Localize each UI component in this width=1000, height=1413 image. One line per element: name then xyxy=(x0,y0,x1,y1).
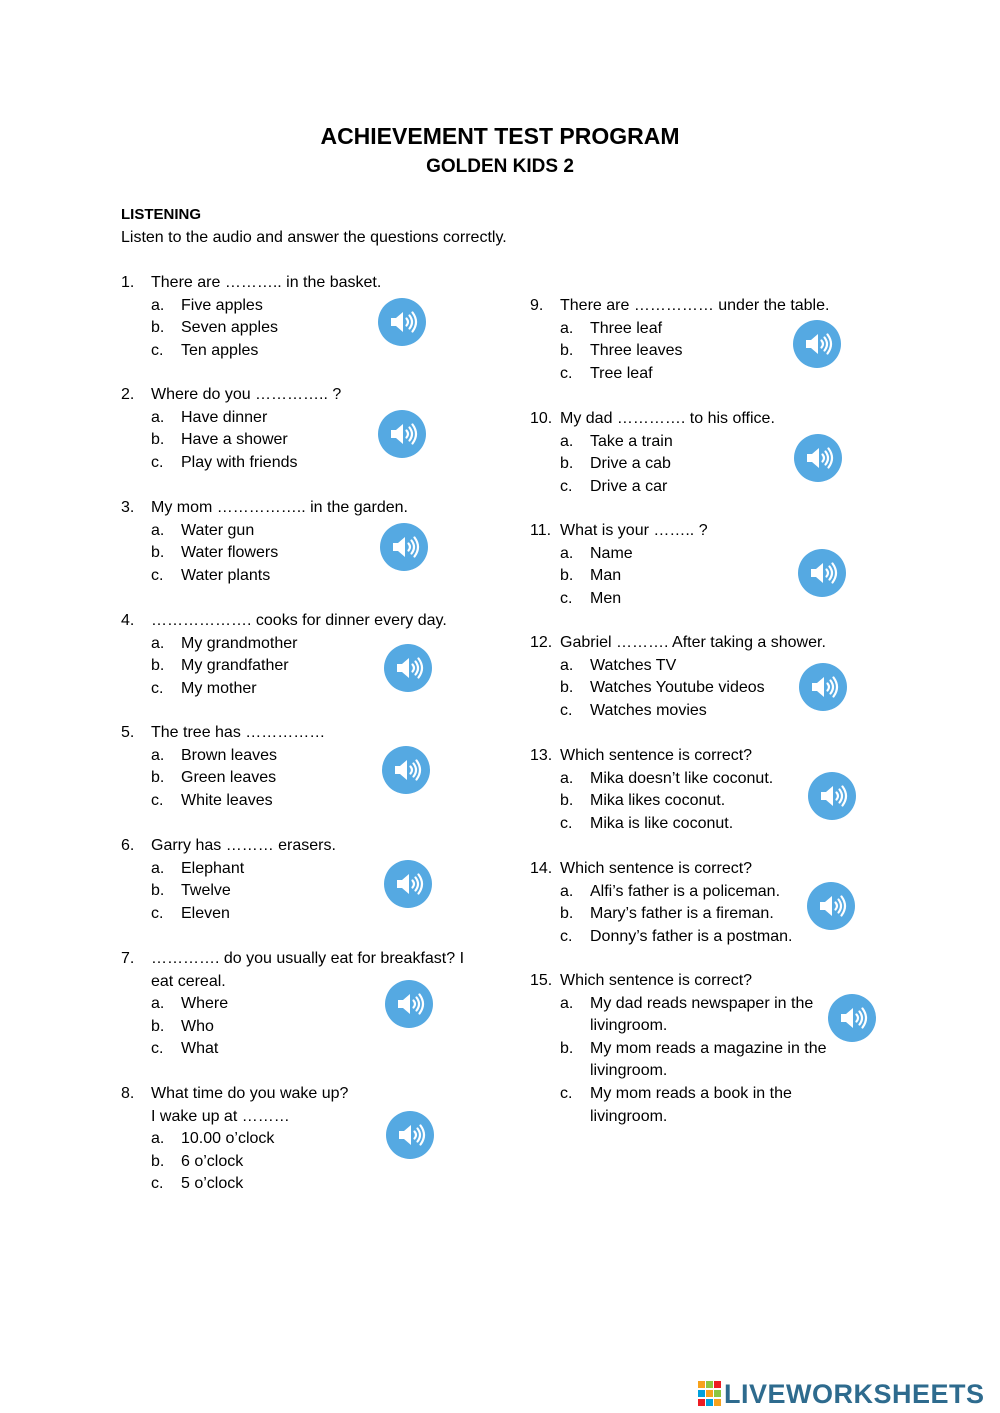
answer-option-c[interactable] xyxy=(560,363,829,386)
audio-play-button[interactable] xyxy=(378,298,426,346)
audio-play-button[interactable] xyxy=(386,1111,434,1159)
speaker-icon xyxy=(802,442,834,474)
question-text-line xyxy=(530,520,708,543)
liveworksheets-logo xyxy=(698,1378,985,1410)
option-letter: c. xyxy=(151,679,164,697)
question-9 xyxy=(530,295,829,385)
speaker-icon xyxy=(386,306,418,338)
option-letter: a. xyxy=(151,296,165,314)
option-letter: b. xyxy=(151,544,165,562)
option-letter: a. xyxy=(560,656,574,674)
option-text: Men xyxy=(590,589,622,607)
option-text: My grandfather xyxy=(181,657,289,675)
answer-option-c[interactable] xyxy=(151,340,381,363)
option-text: Ten apples xyxy=(181,341,259,359)
option-letter: c. xyxy=(560,477,573,495)
option-text: Watches Youtube videos xyxy=(590,679,765,697)
page-subtitle: GOLDEN KIDS 2 xyxy=(426,156,574,177)
question-14 xyxy=(530,858,792,948)
answer-option-b[interactable] xyxy=(560,677,826,700)
question-text-line xyxy=(530,408,775,431)
question-text: The tree has …………… xyxy=(151,724,326,741)
answer-option-b[interactable] xyxy=(151,1151,348,1174)
option-letter: a. xyxy=(560,544,574,562)
speaker-icon xyxy=(807,671,839,703)
audio-play-button[interactable] xyxy=(793,320,841,368)
question-5 xyxy=(121,722,325,812)
option-text: Man xyxy=(590,567,622,585)
option-letter: c. xyxy=(151,341,164,359)
speaker-icon xyxy=(815,890,847,922)
speaker-icon xyxy=(386,418,418,450)
option-letter: c. xyxy=(560,927,573,945)
speaker-icon xyxy=(390,754,422,786)
option-letter: c. xyxy=(151,1175,164,1193)
question-2 xyxy=(121,384,341,474)
question-text: eat cereal. xyxy=(151,972,226,990)
option-text: My mom reads a magazine in the xyxy=(590,1039,827,1057)
option-text: Where xyxy=(181,995,229,1013)
option-text: My mom reads a book in the xyxy=(590,1084,792,1102)
answer-option-b[interactable] xyxy=(151,767,325,790)
option-text: Five apples xyxy=(181,296,263,314)
question-text-line xyxy=(121,948,464,971)
answer-option-a[interactable] xyxy=(151,745,325,768)
question-text: What time do you wake up? xyxy=(151,1085,349,1102)
answer-option-c[interactable] xyxy=(151,903,336,926)
audio-play-button[interactable] xyxy=(798,549,846,597)
option-letter: c. xyxy=(151,1040,164,1058)
option-text: Have dinner xyxy=(181,408,268,426)
answer-option-a[interactable] xyxy=(151,295,381,318)
option-letter: c. xyxy=(560,701,573,719)
answer-option-a[interactable] xyxy=(151,1128,348,1151)
answer-option-b[interactable] xyxy=(151,317,381,340)
answer-option-a[interactable] xyxy=(560,993,827,1016)
question-number: 5. xyxy=(121,724,135,741)
question-number: 10. xyxy=(530,410,553,427)
option-text: Watches TV xyxy=(590,656,677,674)
option-letter: c. xyxy=(151,791,164,809)
option-letter: b. xyxy=(151,319,165,337)
option-letter: a. xyxy=(560,994,574,1012)
option-letter: a. xyxy=(151,521,165,539)
answer-option-a[interactable] xyxy=(151,407,341,430)
question-12 xyxy=(530,632,826,722)
option-text: White leaves xyxy=(181,791,273,809)
question-text: I wake up at ……… xyxy=(151,1107,290,1125)
option-text: Twelve xyxy=(181,882,231,900)
option-text: Mika likes coconut. xyxy=(590,792,726,810)
question-number: 7. xyxy=(121,950,135,967)
question-text: Which sentence is correct? xyxy=(560,747,753,764)
option-text: My dad reads newspaper in the xyxy=(590,994,814,1012)
question-10 xyxy=(530,408,775,498)
option-letter: b. xyxy=(560,567,574,585)
answer-option-a[interactable] xyxy=(560,318,829,341)
question-text: What is your …….. ? xyxy=(560,522,708,539)
question-text: Where do you ………….. ? xyxy=(151,386,342,403)
option-text: Three leaf xyxy=(590,319,663,337)
page-title: ACHIEVEMENT TEST PROGRAM xyxy=(320,123,680,149)
option-text: Alfi’s father is a policeman. xyxy=(590,882,781,900)
option-letter: b. xyxy=(151,882,165,900)
answer-option-b[interactable] xyxy=(560,903,792,926)
audio-play-button[interactable] xyxy=(385,980,433,1028)
question-text-line xyxy=(121,835,336,858)
option-letter: b. xyxy=(560,679,574,697)
question-number: 12. xyxy=(530,634,553,651)
liveworksheets-logo-mark xyxy=(698,1381,722,1407)
answer-option-b[interactable] xyxy=(560,790,773,813)
option-text: Water gun xyxy=(181,521,255,539)
question-text-line xyxy=(121,1106,348,1129)
question-text-line xyxy=(530,295,829,318)
option-letter: a. xyxy=(151,995,165,1013)
speaker-icon xyxy=(392,652,424,684)
answer-option-c[interactable] xyxy=(560,588,708,611)
question-number: 2. xyxy=(121,386,135,403)
question-text: Garry has ……… erasers. xyxy=(151,837,336,854)
option-letter: b. xyxy=(560,905,574,923)
answer-option-a[interactable] xyxy=(560,543,708,566)
speaker-icon xyxy=(836,1002,868,1034)
option-letter: c. xyxy=(560,589,573,607)
option-text: Elephant xyxy=(181,859,245,877)
answer-option-a[interactable] xyxy=(560,655,826,678)
question-13 xyxy=(530,745,773,835)
option-letter: b. xyxy=(560,1039,574,1057)
option-text: Donny’s father is a postman. xyxy=(590,927,793,945)
option-letter: a. xyxy=(560,432,574,450)
option-letter: b. xyxy=(151,431,165,449)
question-text-line xyxy=(121,272,381,295)
question-8 xyxy=(121,1083,348,1196)
option-text: Tree leaf xyxy=(590,364,653,382)
question-15 xyxy=(530,970,827,1128)
audio-play-button[interactable] xyxy=(828,994,876,1042)
answer-option-c[interactable] xyxy=(151,565,408,588)
question-number: 3. xyxy=(121,499,135,516)
question-text: There are …………… under the table. xyxy=(560,297,830,314)
option-text: Brown leaves xyxy=(181,746,278,764)
answer-option-c[interactable] xyxy=(151,1173,348,1196)
question-text: Gabriel ………. After taking a shower. xyxy=(560,634,826,651)
option-letter: a. xyxy=(151,408,165,426)
question-number: 8. xyxy=(121,1085,135,1102)
question-text-line xyxy=(530,632,826,655)
option-text: Take a train xyxy=(590,432,673,450)
option-text: My mother xyxy=(181,679,257,697)
option-letter: c. xyxy=(151,566,164,584)
option-letter: c. xyxy=(560,814,573,832)
option-letter: a. xyxy=(151,859,165,877)
option-text: Mika is like coconut. xyxy=(590,814,734,832)
option-letter: a. xyxy=(560,882,574,900)
question-1 xyxy=(121,272,381,362)
question-text: There are ……….. in the basket. xyxy=(151,274,382,291)
answer-option-c[interactable] xyxy=(151,790,325,813)
option-letter: b. xyxy=(151,1152,165,1170)
option-text: Three leaves xyxy=(590,342,683,360)
speaker-icon xyxy=(816,780,848,812)
question-number: 11. xyxy=(530,522,552,539)
question-text-line xyxy=(121,722,325,745)
question-text-line xyxy=(530,970,827,993)
option-text: Drive a cab xyxy=(590,455,671,473)
option-text: Mika doesn’t like coconut. xyxy=(590,769,774,787)
answer-option-b[interactable] xyxy=(151,429,341,452)
question-text-line xyxy=(121,384,341,407)
option-letter: a. xyxy=(560,769,574,787)
option-text: Green leaves xyxy=(181,769,277,787)
answer-option-b[interactable] xyxy=(151,880,336,903)
option-letter: a. xyxy=(560,319,574,337)
option-text: 5 o’clock xyxy=(181,1175,244,1193)
question-number: 4. xyxy=(121,612,135,629)
option-letter: b. xyxy=(151,1017,165,1035)
answer-option-a[interactable] xyxy=(151,858,336,881)
option-text: 6 o’clock xyxy=(181,1152,244,1170)
question-number: 9. xyxy=(530,297,544,314)
answer-option-b[interactable] xyxy=(560,453,775,476)
question-text-line xyxy=(530,858,792,881)
question-text: Which sentence is correct? xyxy=(560,860,753,877)
option-text: Who xyxy=(181,1017,214,1035)
option-text: Water plants xyxy=(181,566,271,584)
answer-option-c[interactable] xyxy=(560,476,775,499)
audio-play-button[interactable] xyxy=(380,523,428,571)
question-11 xyxy=(530,520,708,610)
question-text: Which sentence is correct? xyxy=(560,972,753,989)
audio-play-button[interactable] xyxy=(384,644,432,692)
question-text: My dad …………. to his office. xyxy=(560,410,775,427)
speaker-icon xyxy=(394,1119,426,1151)
section-heading: LISTENING xyxy=(121,206,202,223)
answer-option-c[interactable] xyxy=(560,700,826,723)
option-letter: a. xyxy=(151,1130,165,1148)
speaker-icon xyxy=(806,557,838,589)
answer-option-c[interactable] xyxy=(560,926,792,949)
answer-option-b[interactable] xyxy=(560,565,708,588)
question-number: 15. xyxy=(530,972,553,989)
question-number: 14. xyxy=(530,860,553,877)
question-text-line xyxy=(121,1083,348,1106)
option-letter: c. xyxy=(560,364,573,382)
option-text: 10.00 o’clock xyxy=(181,1130,275,1148)
answer-option-c[interactable] xyxy=(560,813,773,836)
question-text: My mom …………….. in the garden. xyxy=(151,499,408,516)
question-number: 13. xyxy=(530,747,553,764)
audio-play-button[interactable] xyxy=(382,746,430,794)
answer-option-b[interactable] xyxy=(560,1038,827,1061)
option-letter: b. xyxy=(151,769,165,787)
question-text-line xyxy=(121,610,447,633)
option-text-continued: livingroom. xyxy=(590,1017,668,1035)
option-text: My grandmother xyxy=(181,634,298,652)
answer-option-a[interactable] xyxy=(560,881,792,904)
audio-play-button[interactable] xyxy=(794,434,842,482)
question-number: 6. xyxy=(121,837,135,854)
option-letter: c. xyxy=(151,904,164,922)
answer-option-c[interactable] xyxy=(560,1083,827,1106)
option-text-continued: livingroom. xyxy=(590,1062,668,1080)
question-text: ………………. cooks for dinner every day. xyxy=(151,612,447,629)
answer-option-b[interactable] xyxy=(560,340,829,363)
question-text: …………. do you usually eat for breakfast? I xyxy=(151,950,465,967)
option-text: Play with friends xyxy=(181,453,298,471)
answer-option-a[interactable] xyxy=(151,520,408,543)
question-6 xyxy=(121,835,336,925)
option-letter: b. xyxy=(560,342,574,360)
option-letter: a. xyxy=(151,746,165,764)
answer-option-c[interactable] xyxy=(151,1038,464,1061)
speaker-icon xyxy=(388,531,420,563)
speaker-icon xyxy=(393,988,425,1020)
audio-play-button[interactable] xyxy=(378,410,426,458)
option-text: Drive a car xyxy=(590,477,668,495)
option-letter: c. xyxy=(560,1084,573,1102)
option-text: Mary’s father is a fireman. xyxy=(590,905,774,923)
question-text-line xyxy=(121,497,408,520)
option-text: Eleven xyxy=(181,904,230,922)
answer-option-a[interactable] xyxy=(560,768,773,791)
option-text: Seven apples xyxy=(181,319,278,337)
option-text: What xyxy=(181,1040,219,1058)
option-letter: c. xyxy=(151,453,164,471)
option-text: Water flowers xyxy=(181,544,279,562)
question-3 xyxy=(121,497,408,587)
audio-play-button[interactable] xyxy=(807,882,855,930)
option-letter: b. xyxy=(560,792,574,810)
answer-option-c[interactable] xyxy=(151,452,341,475)
answer-option-a[interactable] xyxy=(560,431,775,454)
answer-option-b[interactable] xyxy=(151,542,408,565)
audio-play-button[interactable] xyxy=(384,860,432,908)
option-letter: b. xyxy=(151,657,165,675)
option-text: Have a shower xyxy=(181,431,288,449)
option-letter: a. xyxy=(151,634,165,652)
option-text: Watches movies xyxy=(590,701,707,719)
instructions: Listen to the audio and answer the questions correctly. xyxy=(121,229,507,246)
option-letter: b. xyxy=(560,455,574,473)
audio-play-button[interactable] xyxy=(808,772,856,820)
audio-play-button[interactable] xyxy=(799,663,847,711)
speaker-icon xyxy=(392,868,424,900)
question-text-line xyxy=(530,745,773,768)
option-text: Name xyxy=(590,544,633,562)
option-text-continued: livingroom. xyxy=(590,1107,668,1125)
question-number: 1. xyxy=(121,274,135,291)
speaker-icon xyxy=(801,328,833,360)
liveworksheets-logo-text: LIVEWORKSHEETS xyxy=(724,1378,985,1409)
